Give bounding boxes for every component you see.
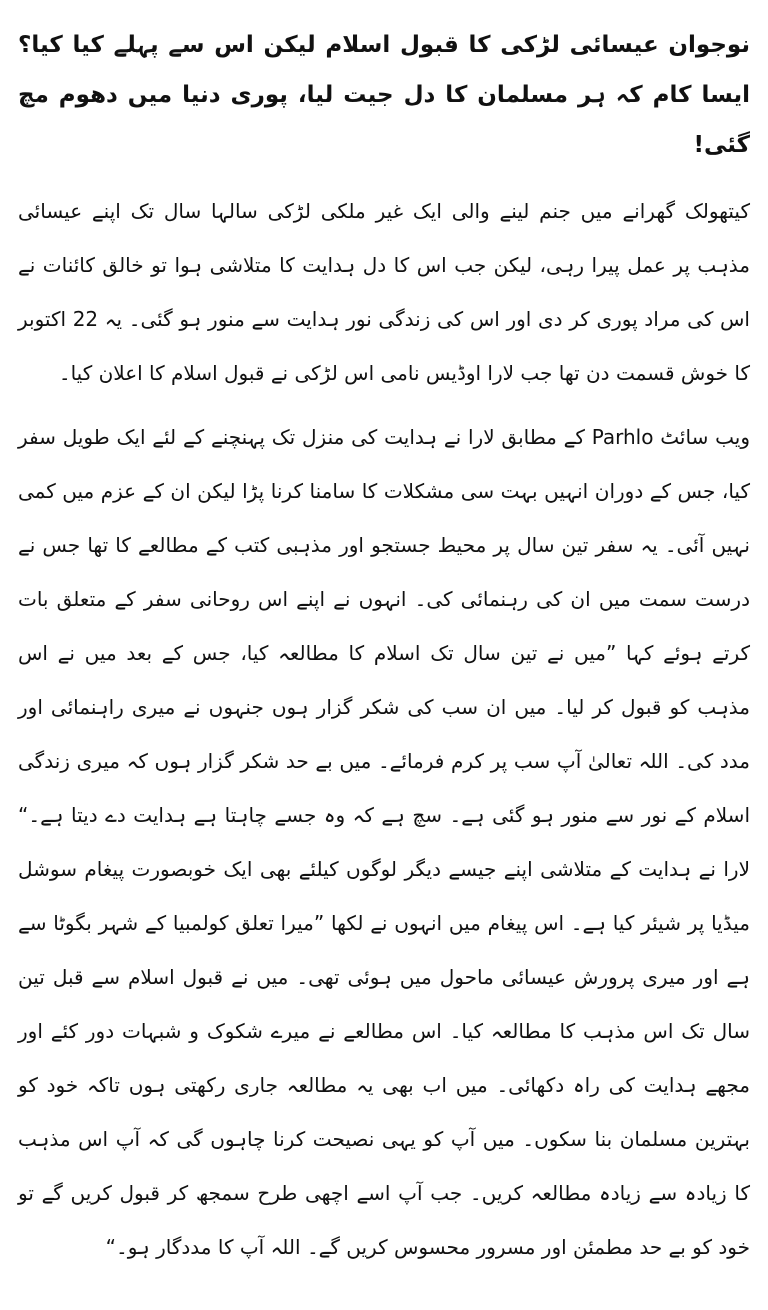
article-paragraph-intro: کیتھولک گھرانے میں جنم لینے والی ایک غیر ملکی لڑکی سالہا سال تک اپنے عیسائی مذہب پر عمل پیرا رہی، لیکن جب اس کا دل ہدایت کا متلاشی ہوا تو خالق کائنات نے اس کی مراد پوری کر دی اور اس کی زندگی نور ہدایت سے منور ہو گئی۔ یہ 22 اکتوبر کا خوش قسمت دن تھا جب لارا اوڈیس نامی اس لڑکی نے قبول اسلام کا اعلان کیا۔ [18, 199, 750, 385]
article-paragraph-body: ویب سائٹ Parhlo کے مطابق لارا نے ہدایت کی منزل تک پہنچنے کے لئے ایک طویل سفر کیا، جس کے دوران انہیں بہت سی مشکلات کا سامنا کرنا پڑا لیکن ان کے عزم میں کمی نہیں آئی۔ یہ سفر تین سال پر محیط جستجو اور مذہبی کتب کے مطالعے کا تھا جس نے درست سمت میں ان کی رہنمائی کی۔ انہوں نے اپنے اس روحانی سفر کے متعلق بات کرتے ہوئے کہا ”میں نے تین سال تک اسلام کا مطالعہ کیا، جس کے بعد میں نے اس مذہب کو قبول کر لیا۔ میں ان سب کی شکر گزار ہوں جنہوں نے میری راہنمائی اور مدد کی۔ اللہ تعالیٰ آپ سب پر کرم فرمائے۔ میں بے حد شکر گزار ہوں کہ میری زندگی اسلام کے نور سے منور ہو گئی ہے۔ سچ ہے کہ وہ جسے چاہتا ہے ہدایت دے دیتا ہے۔“ لارا نے ہدایت کے متلاشی اپنے جیسے دیگر لوگوں کیلئے بھی ایک خوبصورت پیغام سوشل میڈیا پر شیئر کیا ہے۔ اس پیغام میں انہوں نے لکھا ”میرا تعلق کولمبیا کے شہر بگوٹا سے ہے اور میری پرورش عیسائی ماحول میں ہوئی تھی۔ میں نے قبول اسلام سے قبل تین سال تک اس مذہب کا مطالعہ کیا۔ اس مطالعے نے میرے شکوک و شبہات دور کئے اور مجھے ہدایت کی راہ دکھائی۔ میں اب بھی یہ مطالعہ جاری رکھتی ہوں تاکہ خود کو بہترین مسلمان بنا سکوں۔ میں آپ کو یہی نصیحت کرنا چاہوں گی کہ آپ اس مذہب کا زیادہ سے زیادہ مطالعہ کریں۔ جب آپ اسے اچھی طرح سمجھ کر قبول کریں گے تو خود کو بے حد مطمئن اور مسرور محسوس کریں گے۔ اللہ آپ کا مددگار ہو۔“ [18, 425, 751, 1259]
article-headline: نوجوان عیسائی لڑکی کا قبول اسلام لیکن اس سے پہلے کیا کیا؟ ایسا کام کہ ہر مسلمان کا دل جیت لیا، پوری دنیا میں دھوم مچ گئی! [18, 32, 750, 158]
